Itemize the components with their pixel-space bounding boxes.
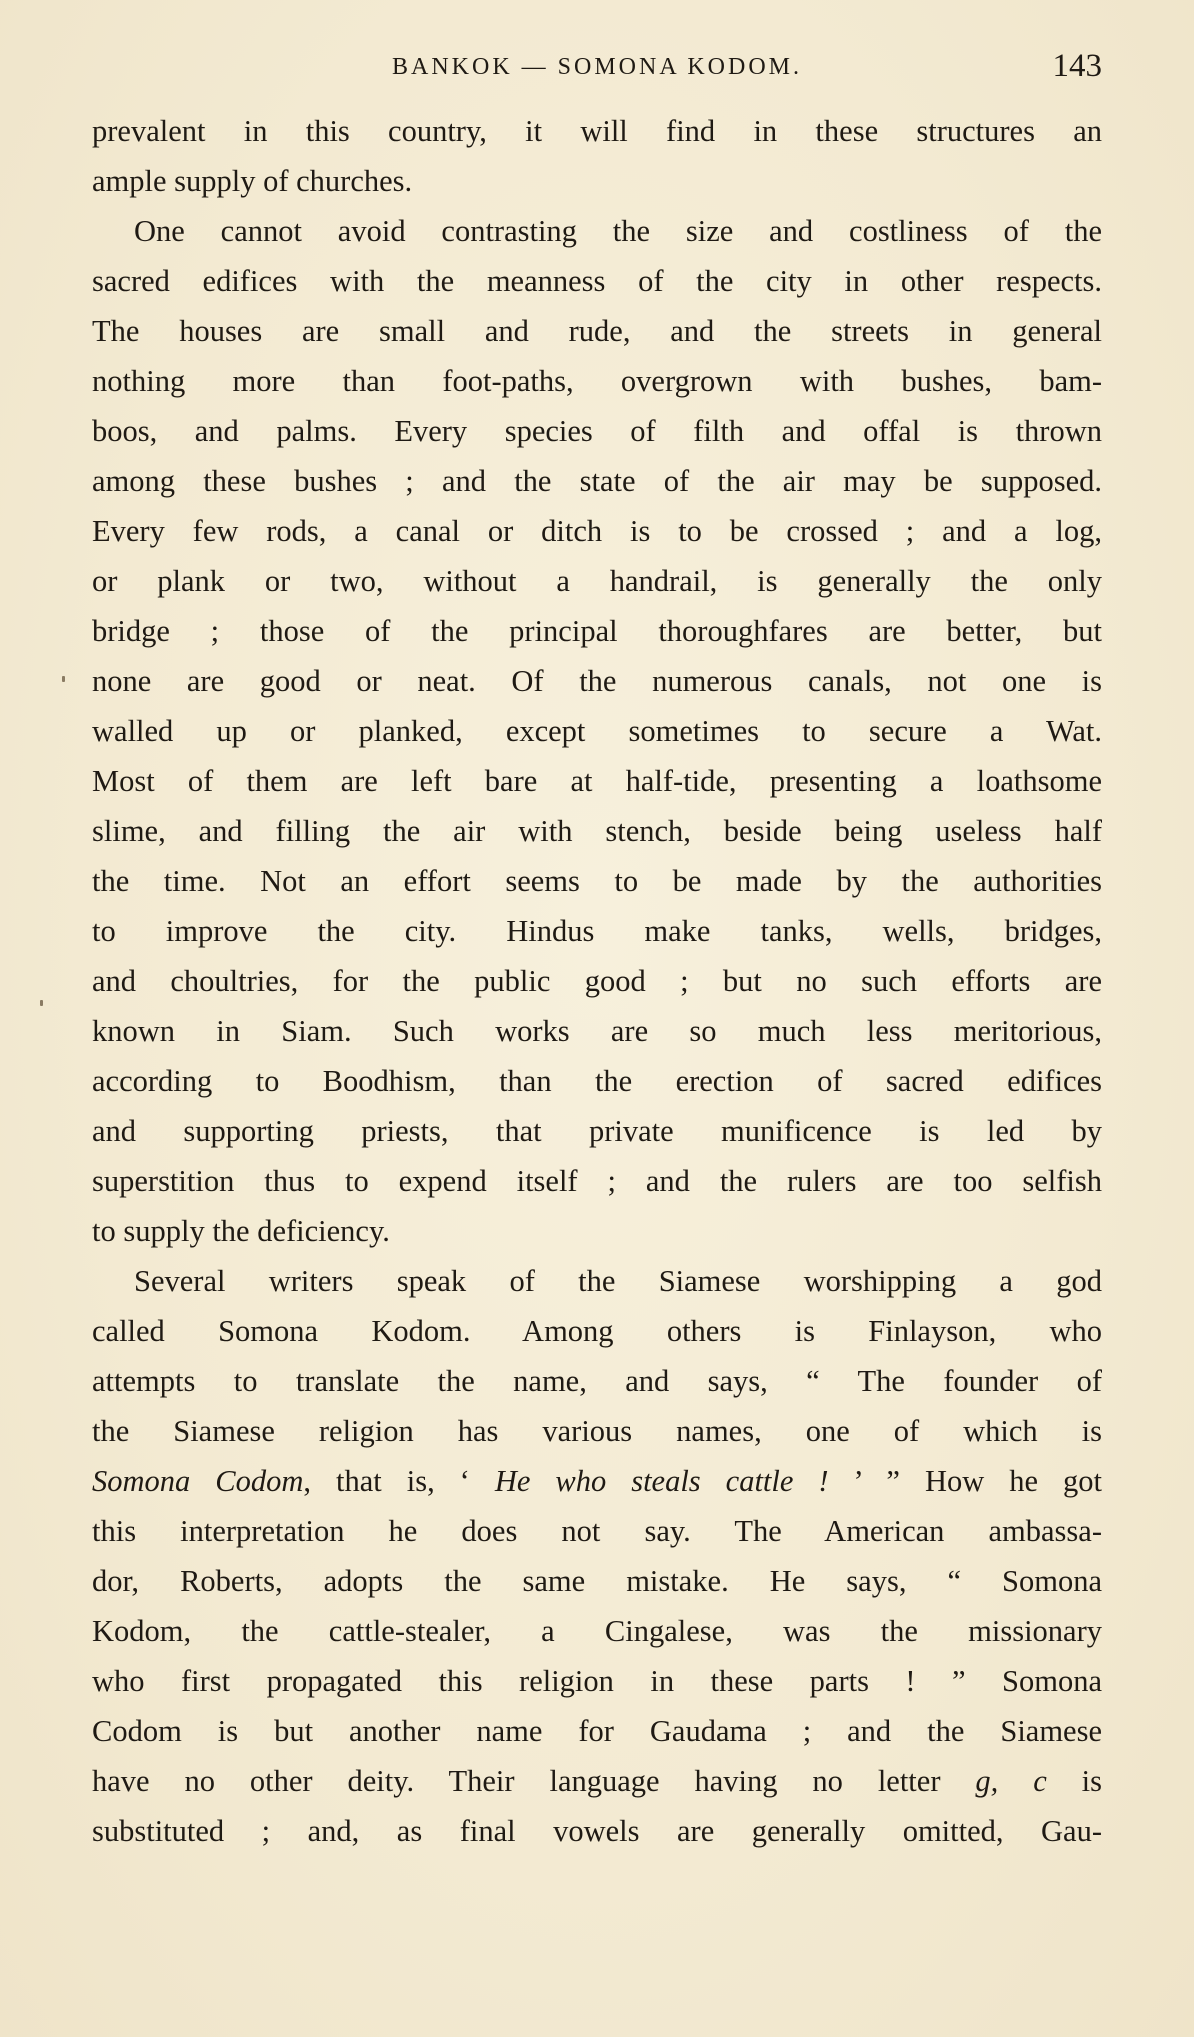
text-line — [92, 156, 1102, 206]
italic-text-segment: He who steals cattle ! — [494, 1464, 829, 1498]
text-line — [92, 1306, 1102, 1356]
text-line — [92, 256, 1102, 306]
text-line — [92, 1706, 1102, 1756]
text-segment: prevalent in this country, it will find in these structures an — [92, 114, 1102, 148]
italic-text-segment: g, c — [975, 1764, 1047, 1798]
text-line — [92, 1056, 1102, 1106]
text-line — [92, 1256, 1102, 1306]
italic-text-segment: Somona Codom — [92, 1464, 304, 1498]
text-segment: sacred edifices with the meanness of the city in other respects. — [92, 264, 1102, 298]
text-line — [92, 106, 1102, 156]
text-line — [92, 756, 1102, 806]
text-segment: Several writers speak of the Siamese worshipping a god — [134, 1264, 1102, 1298]
text-segment: and supporting priests, that private munificence is led by — [92, 1114, 1102, 1148]
text-segment: to improve the city. Hindus make tanks, wells, bridges, — [92, 914, 1102, 948]
text-segment: to supply the deficiency. — [92, 1214, 390, 1248]
text-segment: Every few rods, a canal or ditch is to be crossed ; and a log, — [92, 514, 1102, 548]
text-segment: Kodom, the cattle-stealer, a Cingalese, was the missionary — [92, 1614, 1102, 1648]
text-line — [92, 906, 1102, 956]
text-segment: and choultries, for the public good ; but no such efforts are — [92, 964, 1102, 998]
running-head — [92, 48, 1102, 92]
text-segment: have no other deity. Their language having no letter — [92, 1764, 976, 1798]
text-line — [92, 706, 1102, 756]
text-line — [92, 1206, 1102, 1256]
text-line — [92, 406, 1102, 456]
text-segment: superstition thus to expend itself ; and the rulers are too selfish — [92, 1164, 1102, 1198]
text-segment: who first propagated this religion in these parts ! ” Somona — [92, 1664, 1102, 1698]
text-segment: this interpretation he does not say. The American ambassa- — [92, 1514, 1102, 1548]
text-line — [92, 356, 1102, 406]
text-line — [92, 856, 1102, 906]
text-line — [92, 1656, 1102, 1706]
text-segment: The houses are small and rude, and the streets in general — [92, 314, 1102, 348]
text-line — [92, 806, 1102, 856]
text-segment: ample supply of churches. — [92, 164, 413, 198]
text-segment: , that is, ‘ — [303, 1464, 495, 1498]
text-segment: the time. Not an effort seems to be made by the authorities — [92, 864, 1102, 898]
text-line — [92, 1156, 1102, 1206]
text-line — [92, 1556, 1102, 1606]
text-segment: nothing more than foot-paths, overgrown with bushes, bam- — [92, 364, 1102, 398]
text-segment: is — [1046, 1764, 1102, 1798]
text-segment: or plank or two, without a handrail, is generally the only — [92, 564, 1102, 598]
text-line — [92, 1406, 1102, 1456]
text-segment: Most of them are left bare at half-tide, presenting a loathsome — [92, 764, 1102, 798]
text-line — [92, 1106, 1102, 1156]
text-segment: attempts to translate the name, and says, “ The founder of — [92, 1364, 1102, 1398]
text-line — [92, 556, 1102, 606]
page-number: 143 — [1052, 48, 1102, 84]
text-line — [92, 656, 1102, 706]
text-line — [92, 506, 1102, 556]
text-line — [92, 1356, 1102, 1406]
text-line — [92, 606, 1102, 656]
text-line — [92, 206, 1102, 256]
text-line — [92, 1456, 1102, 1506]
text-line — [92, 306, 1102, 356]
text-segment: boos, and palms. Every species of filth and offal is thrown — [92, 414, 1102, 448]
text-segment: Codom is but another name for Gaudama ; and the Siamese — [92, 1714, 1102, 1748]
text-line — [92, 1806, 1102, 1856]
text-segment: ’ ” How he got — [828, 1464, 1102, 1498]
text-segment: called Somona Kodom. Among others is Finlayson, who — [92, 1314, 1102, 1348]
text-line — [92, 1606, 1102, 1656]
text-line — [92, 1506, 1102, 1556]
text-segment: One cannot avoid contrasting the size and costliness of the — [134, 214, 1102, 248]
text-segment: none are good or neat. Of the numerous canals, not one is — [92, 664, 1102, 698]
text-segment: bridge ; those of the principal thoroughfares are better, but — [92, 614, 1102, 648]
text-line — [92, 456, 1102, 506]
margin-speck — [40, 1000, 43, 1006]
text-segment: known in Siam. Such works are so much less meritorious, — [92, 1014, 1102, 1048]
body-text — [92, 106, 1102, 1856]
text-segment: substituted ; and, as final vowels are generally omitted, Gau- — [92, 1814, 1102, 1848]
text-segment: according to Boodhism, than the erection of sacred edifices — [92, 1064, 1102, 1098]
text-line — [92, 1006, 1102, 1056]
text-line — [92, 1756, 1102, 1806]
margin-speck — [62, 676, 65, 682]
text-segment: dor, Roberts, adopts the same mistake. He says, “ Somona — [92, 1564, 1102, 1598]
text-line — [92, 956, 1102, 1006]
running-head-title: BANKOK — SOMONA KODOM. — [391, 54, 803, 80]
text-segment: the Siamese religion has various names, one of which is — [92, 1414, 1102, 1448]
text-segment: walled up or planked, except sometimes to secure a Wat. — [92, 714, 1102, 748]
text-segment: among these bushes ; and the state of the air may be supposed. — [92, 464, 1102, 498]
text-segment: slime, and filling the air with stench, beside being useless half — [92, 814, 1102, 848]
